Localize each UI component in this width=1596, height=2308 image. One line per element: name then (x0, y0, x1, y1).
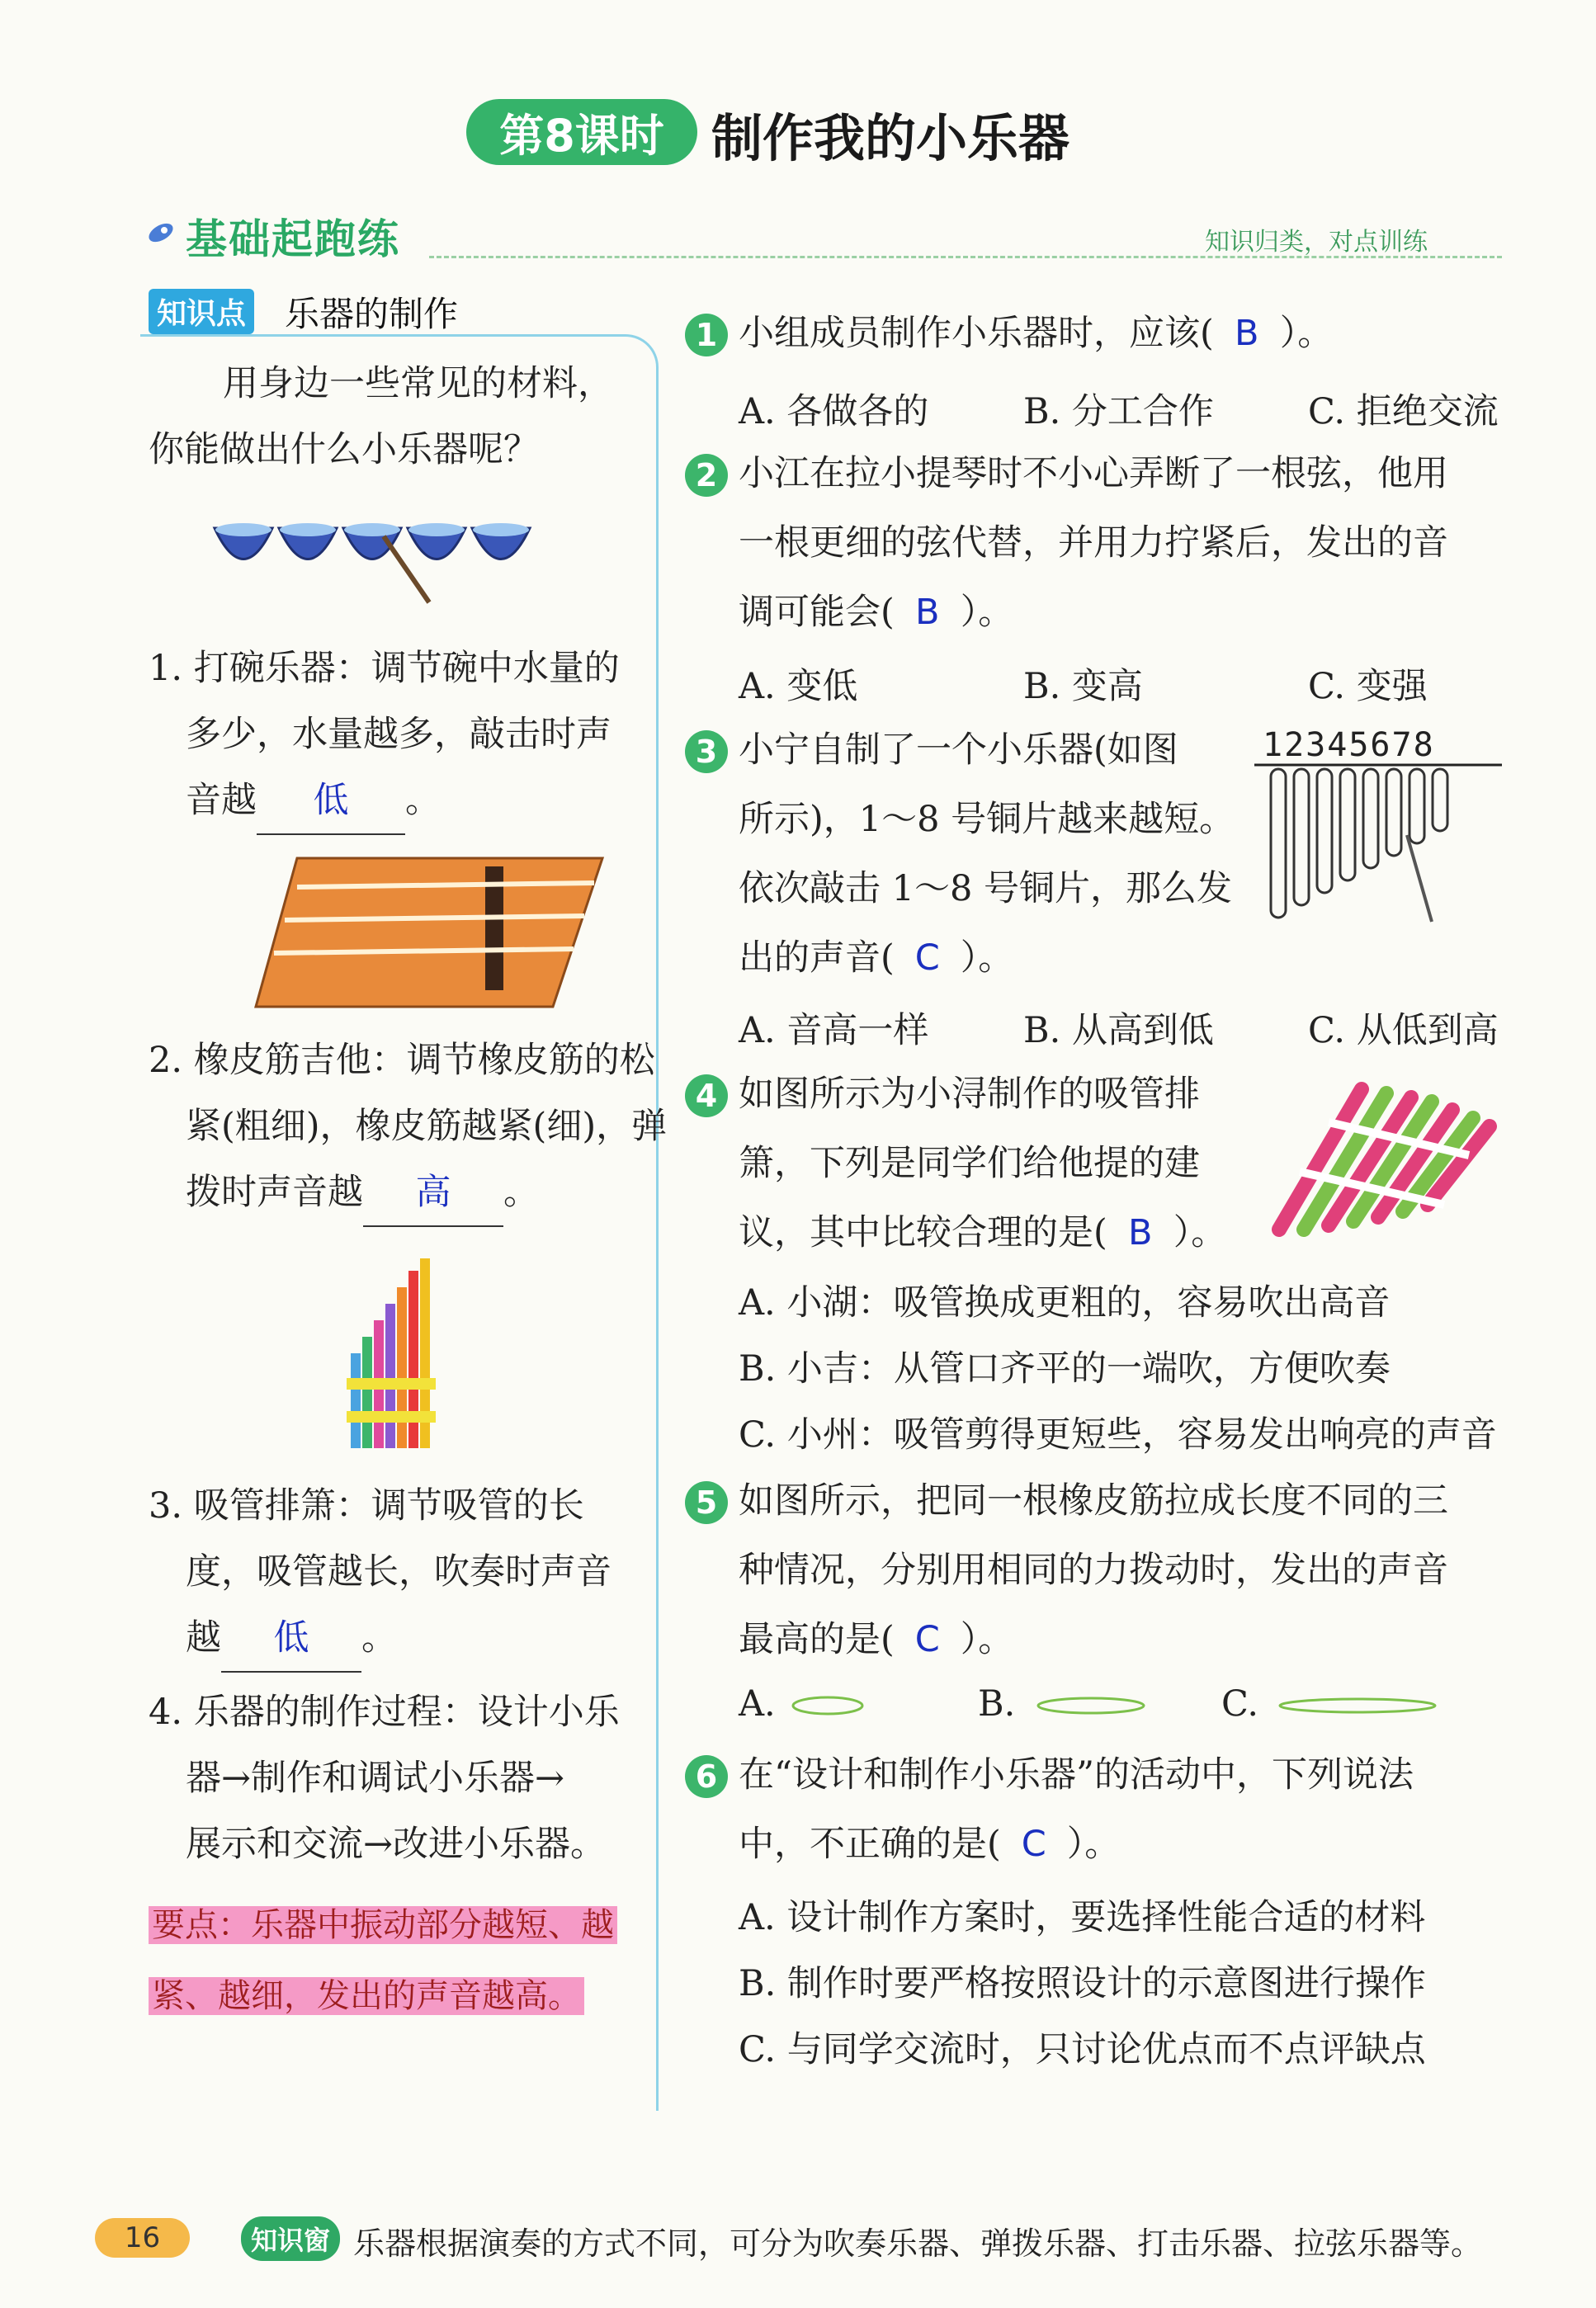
question-1-option-c[interactable]: C. 拒绝交流 (1308, 391, 1499, 432)
question-4-stem-end (739, 1198, 1226, 1267)
metallophone-label: 12345678 (1263, 726, 1435, 764)
question-4-line-2: 箫，下列是同学们给他提的建 (739, 1143, 1200, 1184)
lesson-title: 制作我的小乐器 (711, 108, 1070, 168)
question-5-option-c[interactable]: C. (1221, 1683, 1259, 1725)
question-3-close: ）。 (960, 937, 1014, 979)
lesson-badge: 第8课时 (466, 99, 697, 165)
item-2-prefix: 拨时声音越 (186, 1172, 363, 1213)
question-6-option-a[interactable]: A. 设计制作方案时，要选择性能合适的材料 (739, 1897, 1426, 1938)
item-3-answer[interactable]: 低 (221, 1605, 361, 1673)
question-4-number: 4 (685, 1074, 728, 1117)
question-5-number: 5 (685, 1481, 728, 1524)
rubber-band-short-icon (791, 1693, 865, 1718)
item-1-blank-line (186, 767, 441, 835)
intro-line-1: 用身边一些常见的材料， (223, 363, 613, 404)
question-3-line-3: 依次敲击 1～8 号铜片，那么发 (739, 868, 1233, 909)
question-1-option-b[interactable]: B. 分工合作 (1023, 391, 1214, 432)
question-5-line-1: 如图所示，把同一根橡皮筋拉成长度不同的三 (739, 1480, 1448, 1522)
question-2-close: ）。 (960, 592, 1014, 633)
question-2-number: 2 (685, 454, 728, 497)
question-2-stem-end (739, 578, 1013, 647)
question-1-option-a[interactable]: A. 各做各的 (739, 391, 929, 432)
question-5-line-2: 种情况，分别用相同的力拨动时，发出的声音 (739, 1550, 1448, 1591)
page-number: 16 (95, 2218, 190, 2258)
question-6-option-b[interactable]: B. 制作时要严格按照设计的示意图进行操作 (739, 1963, 1426, 2004)
question-3-line-2: 所示)，1～8 号铜片越来越短。 (739, 799, 1235, 840)
question-3-line-1: 小宁自制了一个小乐器(如图 (739, 729, 1178, 771)
question-5-stem-end (739, 1605, 1013, 1674)
question-6-answer[interactable]: C (1021, 1824, 1046, 1865)
straw-pan-flute-illustration (347, 1254, 446, 1452)
question-3-option-b[interactable]: B. 从高到低 (1023, 1010, 1214, 1051)
key-point-line-2: 紧、越细，发出的声音越高。 (149, 1977, 584, 2015)
question-6-number: 6 (685, 1755, 728, 1798)
question-2-option-b[interactable]: B. 变高 (1023, 666, 1143, 707)
question-5-answer[interactable]: C (914, 1619, 940, 1660)
question-2-option-a[interactable]: A. 变低 (739, 666, 858, 707)
footer-note: 乐器根据演奏的方式不同，可分为吹奏乐器、弹拨乐器、打击乐器、拉弦乐器等。 (353, 2225, 1483, 2262)
item-1-line-1: 1. 打碗乐器：调节碗中水量的 (149, 648, 620, 689)
question-2-line-3: 调可能会( (739, 592, 895, 633)
question-3-stem-end (739, 923, 1013, 993)
item-4-line-2: 器→制作和调试小乐器→ (186, 1758, 565, 1799)
question-4-option-c[interactable]: C. 小州：吸管剪得更短些，容易发出响亮的声音 (739, 1414, 1497, 1456)
item-1-answer[interactable]: 低 (257, 767, 405, 835)
question-4-line-3: 议，其中比较合理的是( (739, 1212, 1107, 1253)
question-3-answer[interactable]: C (914, 937, 940, 979)
question-5-close: ）。 (960, 1619, 1014, 1660)
item-1-prefix: 音越 (186, 780, 257, 821)
question-2-option-c[interactable]: C. 变强 (1308, 666, 1428, 707)
item-2-line-1: 2. 橡皮筋吉他：调节橡皮筋的松 (149, 1040, 655, 1081)
knowledge-window-tag: 知识窗 (241, 2216, 340, 2261)
question-5-option-b[interactable]: B. (978, 1683, 1016, 1725)
question-1-answer[interactable]: B (1235, 313, 1259, 354)
rubber-band-medium-icon (1036, 1693, 1147, 1718)
rocket-icon (144, 216, 177, 249)
question-6-stem-end (739, 1810, 1120, 1879)
metallophone-illustration (1254, 761, 1502, 926)
question-6-line-1: 在“设计和制作小乐器”的活动中，下列说法 (739, 1754, 1414, 1796)
item-2-line-2: 紧(粗细)，橡皮筋越紧(细)，弹 (186, 1106, 668, 1147)
question-3-line-4: 出的声音( (739, 937, 895, 979)
question-6-option-c[interactable]: C. 与同学交流时，只讨论优点而不点评缺点 (739, 2029, 1426, 2070)
bowls-illustration (210, 512, 541, 611)
question-1-number: 1 (685, 314, 728, 356)
question-2-line-2: 一根更细的弦代替，并用力拧紧后，发出的音 (739, 522, 1448, 564)
item-3-line-2: 度，吸管越长，吹奏时声音 (186, 1551, 611, 1593)
knowledge-title: 乐器的制作 (285, 294, 459, 334)
item-4-line-1: 4. 乐器的制作过程：设计小乐 (149, 1692, 620, 1733)
question-4-close: ）。 (1173, 1212, 1227, 1253)
question-2-line-1: 小江在拉小提琴时不小心弄断了一根弦，他用 (739, 453, 1448, 494)
section-note: 知识归类，对点训练 (1205, 228, 1428, 257)
item-2-answer[interactable]: 高 (363, 1159, 503, 1227)
item-1-line-2: 多少，水量越多，敲击时声 (186, 714, 611, 755)
item-3-suffix: 。 (361, 1617, 397, 1659)
question-1-close: ）。 (1279, 313, 1334, 354)
item-3-prefix: 越 (186, 1617, 221, 1659)
item-3-line-1: 3. 吸管排箫：调节吸管的长 (149, 1485, 584, 1527)
item-2-blank-line (186, 1159, 539, 1227)
item-2-suffix: 。 (503, 1172, 539, 1213)
question-2-answer[interactable]: B (915, 592, 940, 633)
question-4-option-a[interactable]: A. 小湖：吸管换成更粗的，容易吹出高音 (739, 1282, 1391, 1324)
question-5-line-3: 最高的是( (739, 1619, 895, 1660)
item-1-suffix: 。 (405, 780, 441, 821)
pan-flute-illustration (1263, 1073, 1502, 1238)
rubber-band-guitar-illustration (248, 850, 611, 1015)
question-4-line-1: 如图所示为小浔制作的吸管排 (739, 1074, 1200, 1115)
question-4-option-b[interactable]: B. 小吉：从管口齐平的一端吹，方便吹奏 (739, 1348, 1391, 1390)
intro-line-2: 你能做出什么小乐器呢？ (149, 429, 539, 470)
knowledge-tag: 知识点 (149, 289, 254, 334)
item-3-blank-line (186, 1605, 397, 1673)
key-point-line-1: 要点：乐器中振动部分越短、越 (149, 1906, 617, 1944)
item-4-line-3: 展示和交流→改进小乐器。 (186, 1824, 607, 1865)
question-6-line-2: 中，不正确的是( (739, 1824, 1001, 1865)
question-3-option-a[interactable]: A. 音高一样 (739, 1010, 929, 1051)
question-3-option-c[interactable]: C. 从低到高 (1308, 1010, 1499, 1051)
question-3-number: 3 (685, 730, 728, 773)
rubber-band-long-icon (1277, 1693, 1438, 1718)
question-1-stem (739, 299, 1333, 368)
question-6-close: ）。 (1066, 1824, 1121, 1865)
question-5-option-a[interactable]: A. (739, 1683, 776, 1725)
section-title: 基础起跑练 (186, 215, 400, 263)
question-4-answer[interactable]: B (1128, 1212, 1153, 1253)
key-point (149, 1890, 644, 2032)
question-1-text: 小组成员制作小乐器时，应该( (739, 313, 1214, 354)
